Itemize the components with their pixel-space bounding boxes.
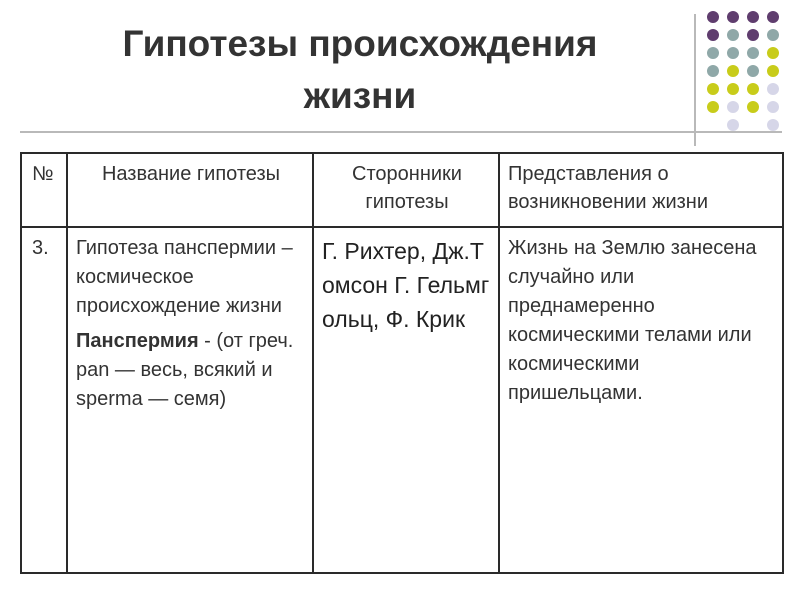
term-bold: Панспермия	[76, 330, 199, 352]
decorative-dot	[767, 83, 779, 95]
header-supporters: Сторонники гипотезы	[313, 153, 499, 227]
decorative-dot	[767, 119, 779, 131]
table-header-row	[21, 153, 783, 227]
hypothesis-name-text: Гипотеза панспермии – космическое происхождение жизни	[76, 237, 293, 317]
cell-ideas: Жизнь на Землю занесена случайно или преднамеренно космическими телами или космическими пришельцами.	[499, 227, 783, 573]
decorative-dot	[747, 29, 759, 41]
decorative-dot	[727, 119, 739, 131]
decorative-dot	[747, 47, 759, 59]
decorative-dot	[727, 29, 739, 41]
decorative-dot-grid	[707, 11, 781, 133]
decorative-dot	[767, 101, 779, 113]
term-definition-text: - (от греч. pan — весь, всякий и sperma — семя)	[76, 330, 294, 410]
slide-title-line-1: Гипотезы происхождения	[122, 23, 598, 64]
decorative-vertical-line	[694, 14, 696, 146]
cell-hypothesis-name	[67, 227, 313, 573]
decorative-dot	[727, 101, 739, 113]
slide-title-line-2: жизни	[303, 75, 417, 116]
decorative-dot	[747, 65, 759, 77]
header-ideas: Представления о возникновении жизни	[499, 153, 783, 227]
decorative-dot	[707, 29, 719, 41]
header-number: №	[21, 153, 67, 227]
decorative-dot	[707, 11, 719, 23]
decorative-dot	[727, 83, 739, 95]
decorative-dot	[727, 47, 739, 59]
term-definition	[76, 327, 306, 414]
decorative-dot	[767, 47, 779, 59]
cell-number: 3.	[21, 227, 67, 573]
cell-supporters: Г. Рихтер, Дж.Томсон Г. Гельмгольц, Ф. Крик	[313, 227, 499, 573]
decorative-dot	[767, 11, 779, 23]
header-hypothesis-name: Название гипотезы	[67, 153, 313, 227]
decorative-dot	[707, 65, 719, 77]
decorative-dot	[727, 11, 739, 23]
decorative-dot	[747, 83, 759, 95]
table-row	[21, 227, 783, 573]
decorative-dot	[767, 65, 779, 77]
hypothesis-table	[20, 152, 784, 574]
decorative-dot	[747, 101, 759, 113]
decorative-dot	[767, 29, 779, 41]
decorative-dot	[707, 83, 719, 95]
decorative-dot	[707, 119, 719, 131]
decorative-dot	[747, 119, 759, 131]
decorative-dot	[707, 101, 719, 113]
decorative-dot	[707, 47, 719, 59]
decorative-dot	[727, 65, 739, 77]
slide-title	[60, 18, 660, 122]
decorative-horizontal-line	[20, 131, 782, 133]
decorative-dot	[747, 11, 759, 23]
